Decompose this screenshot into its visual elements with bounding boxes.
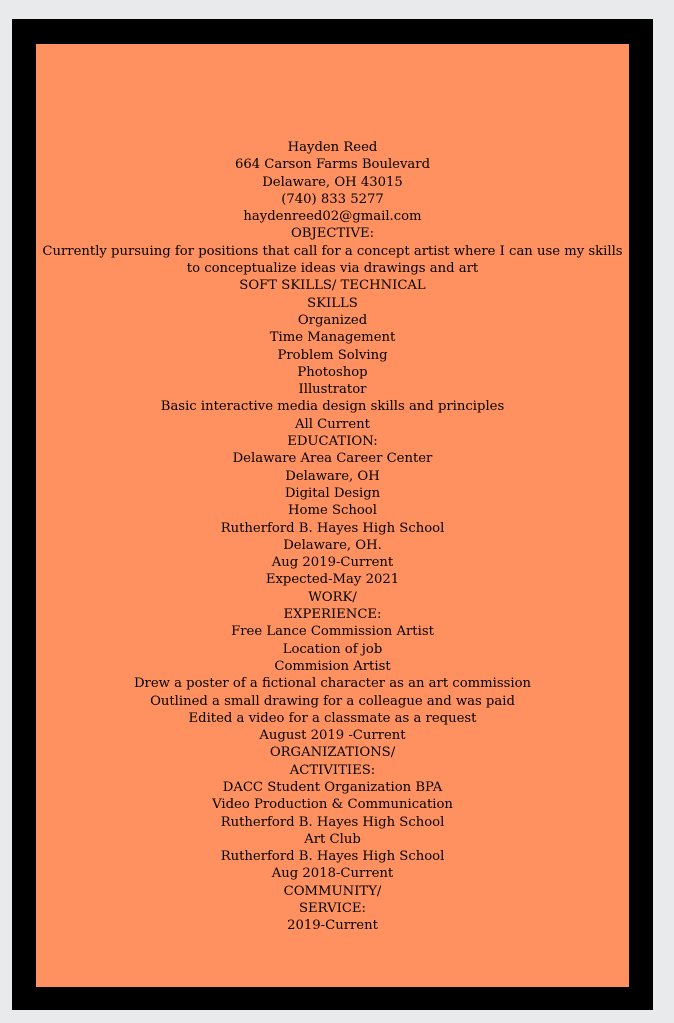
education-item: Rutherford B. Hayes High School bbox=[220, 520, 445, 536]
education-item: Expected-May 2021 bbox=[265, 572, 400, 588]
organization-item: DACC Student Organization BPA bbox=[222, 779, 443, 795]
skill-item: All Current bbox=[295, 416, 370, 432]
education-item: Delaware, OH. bbox=[283, 537, 382, 553]
work-heading: WORK/ bbox=[308, 589, 357, 605]
phone-number: (740) 833 5277 bbox=[281, 191, 384, 207]
education-item: Aug 2019-Current bbox=[271, 555, 394, 571]
work-item: Drew a poster of a fictional character as an art commission bbox=[133, 676, 532, 692]
document-frame bbox=[12, 19, 653, 1010]
skills-heading: SOFT SKILLS/ TECHNICAL bbox=[239, 278, 426, 294]
work-item: August 2019 -Current bbox=[259, 728, 406, 744]
work-heading: EXPERIENCE: bbox=[283, 607, 382, 623]
street-address: 664 Carson Farms Boulevard bbox=[234, 157, 431, 173]
organization-item: Rutherford B. Hayes High School bbox=[220, 814, 445, 830]
objective-text-line: to conceptualize ideas via drawings and art bbox=[186, 261, 479, 277]
community-heading: COMMUNITY/ bbox=[283, 883, 382, 899]
email-address: haydenreed02@gmail.com bbox=[243, 209, 422, 225]
organization-item: Art Club bbox=[304, 831, 361, 847]
skill-item: Time Management bbox=[269, 330, 396, 346]
resume-name: Hayden Reed bbox=[287, 140, 378, 155]
education-item: Delaware Area Career Center bbox=[232, 451, 433, 467]
organization-item: Rutherford B. Hayes High School bbox=[220, 849, 445, 865]
work-item: Outlined a small drawing for a colleague and was paid bbox=[150, 693, 515, 709]
skills-heading: SKILLS bbox=[307, 295, 358, 311]
education-item: Home School bbox=[288, 503, 377, 519]
objective-text-line: Currently pursuing for positions that call for a concept artist where I can use my skills bbox=[42, 243, 623, 259]
work-item: Edited a video for a classmate as a request bbox=[188, 710, 477, 726]
organizations-heading: ACTIVITIES: bbox=[289, 762, 376, 778]
skill-item: Basic interactive media design skills and principles bbox=[160, 399, 505, 415]
skill-item: Photoshop bbox=[297, 364, 368, 380]
resume-content bbox=[36, 139, 629, 935]
community-heading: SERVICE: bbox=[298, 901, 366, 917]
skill-item: Illustrator bbox=[298, 382, 367, 398]
work-item: Free Lance Commission Artist bbox=[231, 624, 434, 640]
education-item: Delaware, OH bbox=[285, 468, 380, 484]
organizations-heading: ORGANIZATIONS/ bbox=[269, 745, 396, 761]
skill-item: Problem Solving bbox=[277, 347, 388, 363]
work-item: Commision Artist bbox=[274, 658, 391, 674]
work-item: Location of job bbox=[282, 641, 383, 657]
education-item: Digital Design bbox=[284, 485, 381, 501]
organization-item: Aug 2018-Current bbox=[271, 866, 394, 882]
city-state-zip: Delaware, OH 43015 bbox=[262, 174, 403, 190]
community-dates: 2019-Current bbox=[287, 918, 378, 934]
resume-page bbox=[36, 44, 629, 987]
objective-heading: OBJECTIVE: bbox=[290, 226, 375, 242]
organization-item: Video Production & Communication bbox=[212, 797, 453, 813]
education-heading: EDUCATION: bbox=[287, 434, 378, 450]
skill-item: Organized bbox=[297, 312, 368, 328]
